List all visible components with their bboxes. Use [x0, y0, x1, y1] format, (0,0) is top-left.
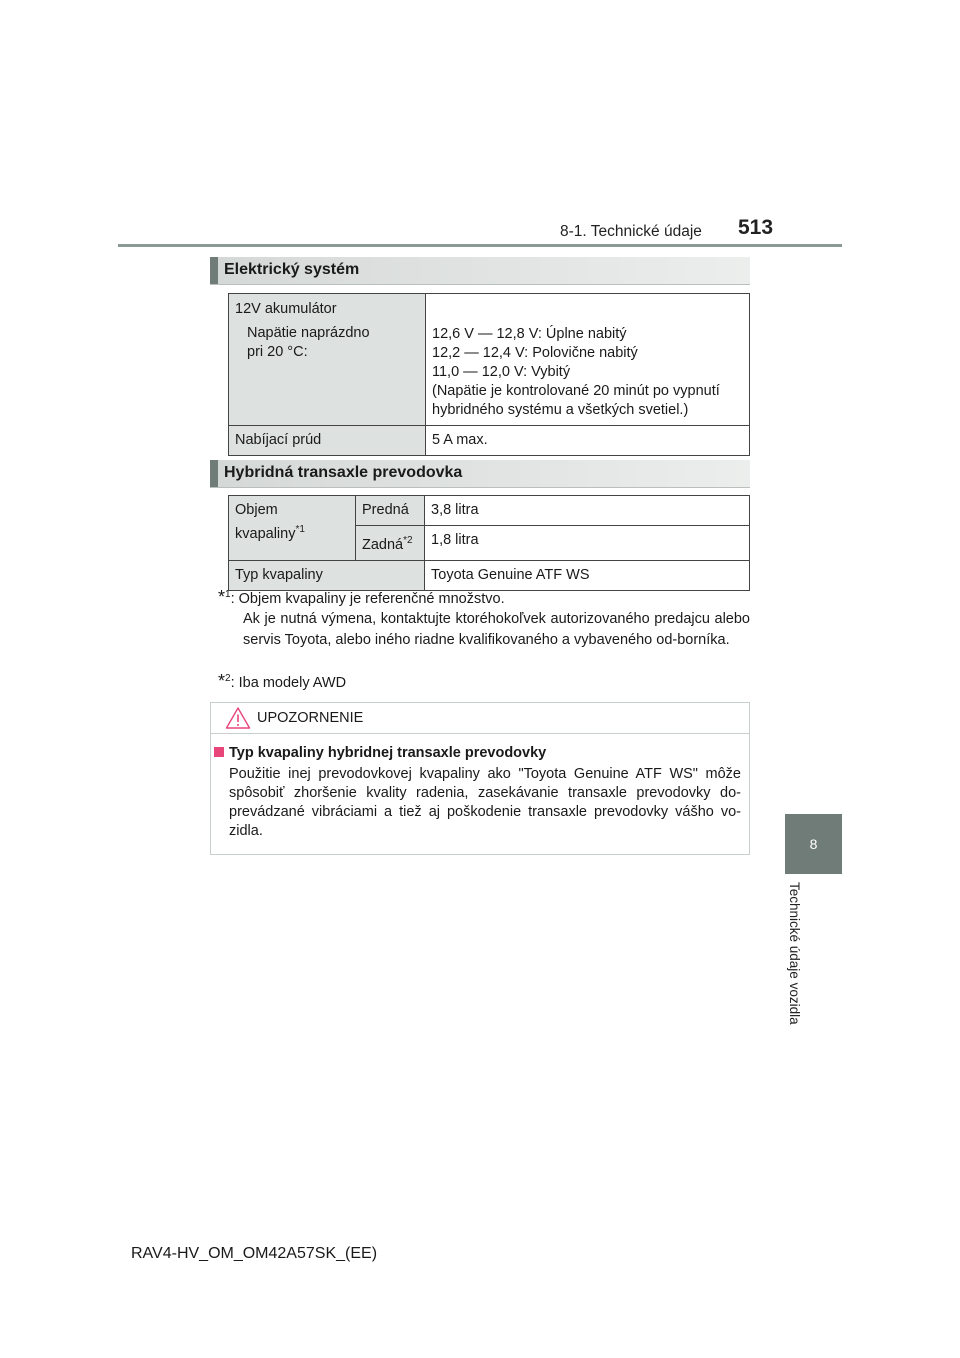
- charging-label: Nabíjací prúd: [229, 426, 426, 456]
- electrical-heading-text: Elektrický systém: [224, 261, 360, 278]
- footnote-1-text: : Objem kvapaliny je referenčné množstvo.: [230, 590, 505, 607]
- voltage-note: hybridného systému a všetkých svetiel.): [432, 402, 689, 418]
- section-title: 8-1. Technické údaje: [560, 223, 702, 240]
- battery-label-cell: [229, 294, 426, 426]
- capacity-label-text: kvapaliny: [235, 525, 296, 542]
- footnote-number: 2: [225, 673, 231, 684]
- caution-header: [211, 703, 749, 734]
- rear-label-cell: [356, 526, 425, 561]
- footnote-asterisk: *: [218, 586, 226, 607]
- chapter-number: 8: [809, 836, 818, 852]
- caution-subtitle-text: Typ kvapaliny hybridnej transaxle prevodovky: [229, 745, 547, 761]
- document-code: RAV4-HV_OM_OM42A57SK_(EE): [131, 1245, 378, 1262]
- table-row: [229, 294, 750, 426]
- table-row: [229, 426, 750, 456]
- caution-title: UPOZORNENIE: [257, 710, 364, 726]
- header-divider: [118, 244, 842, 247]
- voltage-label-line2: pri 20 °C:: [247, 344, 308, 360]
- footnote-2-text: : Iba modely AWD: [230, 674, 347, 691]
- transaxle-heading: [210, 460, 750, 488]
- battery-label: 12V akumulátor: [235, 301, 337, 317]
- voltage-note: (Napätie je kontrolované 20 minút po vypnutí: [432, 383, 720, 399]
- electrical-heading: [210, 257, 750, 285]
- fluid-type-label: Typ kvapaliny: [229, 560, 425, 590]
- rear-value: 1,8 litra: [425, 526, 750, 561]
- capacity-label-line2: [235, 520, 349, 544]
- voltage-label: [235, 324, 419, 362]
- caution-box: [210, 702, 750, 855]
- voltage-values-cell: [426, 294, 750, 426]
- electrical-table: [228, 293, 750, 456]
- charging-value: 5 A max.: [426, 426, 750, 456]
- footnote-ref-2: *2: [403, 535, 413, 546]
- chapter-label: Technické údaje vozidla: [787, 882, 802, 1025]
- front-label: Predná: [356, 496, 425, 526]
- footnote-1: [218, 585, 750, 650]
- footnote-1-line: [218, 585, 750, 609]
- bullet-square-icon: [214, 747, 224, 757]
- voltage-label-line1: Napätie naprázdno: [247, 325, 370, 341]
- fluid-type-value: Toyota Genuine ATF WS: [425, 560, 750, 590]
- table-row: [229, 496, 750, 526]
- footnote-asterisk: *: [218, 670, 226, 691]
- voltage-line: 12,2 — 12,4 V: Polovične nabitý: [432, 345, 638, 361]
- caution-subtitle: [214, 745, 546, 761]
- chapter-tab: [785, 814, 842, 874]
- voltage-line: 12,6 V — 12,8 V: Úplne nabitý: [432, 326, 627, 342]
- capacity-label-line1: Objem: [235, 502, 278, 518]
- footnote-ref-1: *1: [295, 524, 305, 535]
- page-number: 513: [738, 216, 774, 239]
- front-value: 3,8 litra: [425, 496, 750, 526]
- footnote-1-detail: Ak je nutná výmena, kontaktujte ktoréhokoľvek autorizovaného predajcu alebo servis Toyota, alebo iného riadne kvalifikovaného a vybaveného od-borníka.: [243, 611, 750, 648]
- rear-label: Zadná: [362, 536, 404, 553]
- transaxle-table: [228, 495, 750, 591]
- warning-icon: [225, 706, 251, 730]
- voltage-line: 11,0 — 12,0 V: Vybitý: [432, 364, 571, 380]
- caution-body: Použitie inej prevodovkovej kvapaliny ako "Toyota Genuine ATF WS" môže spôsobiť zhoršenie kvality radenia, zasekávanie transaxle prevodovky do-prevádzané vibráciami a tiež aj poškodenie transaxle prevodovky vášho vo-zidla.: [229, 766, 741, 839]
- transaxle-heading-text: Hybridná transaxle prevodovka: [224, 464, 463, 481]
- footnote-number: 1: [225, 589, 231, 600]
- footnote-2: [218, 669, 750, 693]
- capacity-label: [229, 496, 356, 561]
